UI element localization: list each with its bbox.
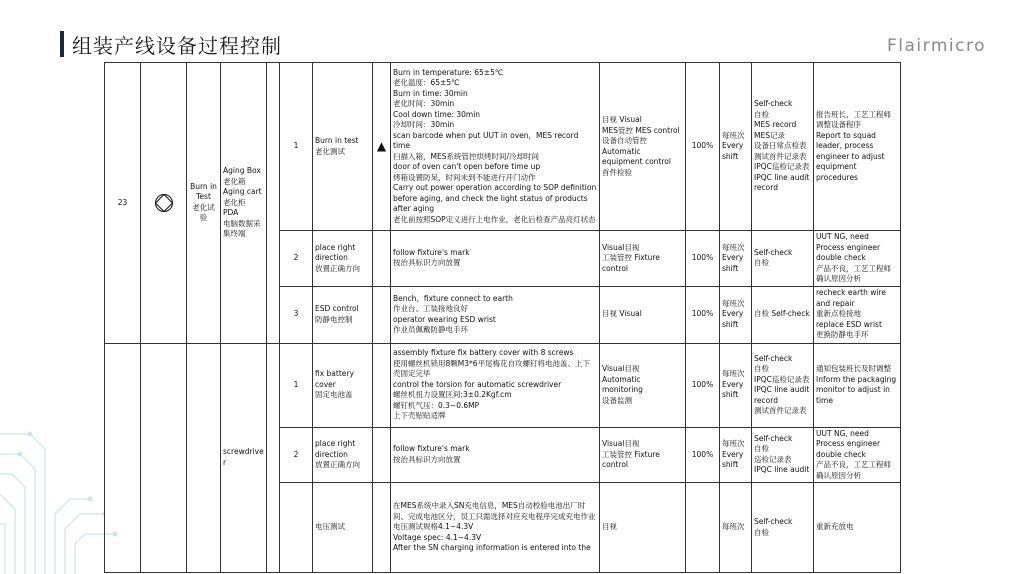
frequency: 每班次 Every shift bbox=[720, 286, 752, 343]
process-name: Burn in Test 老化试验 bbox=[187, 63, 221, 344]
reaction-plan: 通知包装班长及时调整 Inform the packaging monitor to adjust in time bbox=[814, 343, 901, 427]
reaction-plan: UUT NG, need Process engineer double check 产品不良，工艺工程师确认原因分析 bbox=[814, 427, 901, 483]
empty-cell bbox=[373, 231, 391, 287]
frequency: 每班次 Every shift bbox=[720, 427, 752, 483]
sample-rate: 100% bbox=[686, 343, 720, 427]
control-item: place right direction 放置正确方向 bbox=[313, 427, 373, 483]
empty-cell bbox=[373, 286, 391, 343]
control-item: 电压测试 bbox=[313, 483, 373, 573]
sample-rate bbox=[686, 483, 720, 573]
row-number bbox=[280, 483, 313, 573]
table-row bbox=[105, 63, 901, 231]
equipment-list: screwdrive r bbox=[221, 343, 267, 573]
circuit-decoration-icon bbox=[0, 394, 120, 574]
record-responsibility: Self-check 自检 bbox=[752, 231, 814, 287]
control-item: ESD control 防静电控制 bbox=[313, 286, 373, 343]
diamond-circle-icon bbox=[154, 193, 174, 213]
green-marker-column bbox=[267, 63, 280, 344]
control-item: place right direction 放置正确方向 bbox=[313, 231, 373, 287]
control-means: 目视 bbox=[600, 483, 686, 573]
table-row bbox=[105, 343, 901, 427]
empty-cell bbox=[141, 343, 187, 573]
control-method: follow fixture's mark 按治具标识方向放置 bbox=[391, 231, 600, 287]
control-means: Visual目视 工装管控 Fixture control bbox=[600, 427, 686, 483]
record-responsibility: Self-check 自检 IPQC巡检记录表 IPQC line audit record 测试首件记录表 bbox=[752, 343, 814, 427]
process-control-table bbox=[104, 62, 900, 553]
key-characteristic-triangle-icon: ▲ bbox=[373, 63, 391, 231]
equipment-list: Aging Box 老化箱 Aging cart 老化柜 PDA 电脑数据采 集终端 bbox=[221, 63, 267, 344]
control-method: assembly fixture fix battery cover with 8 screws 使用螺丝机锁用8颗M3*6平尾梅花自攻螺钉将电池盖、上下壳固定完毕 control the torsion for automatic screwdriver 螺丝机扭力设置区间:3±0.2Kgf.cm 螺钉机气压：0.3~0.6MP 上下壳贴贴适牌 bbox=[391, 343, 600, 427]
control-means: Visual目视 工装管控 Fixture control bbox=[600, 231, 686, 287]
sample-rate: 100% bbox=[686, 63, 720, 231]
control-means: 目视 Visual MES管控 MES control 设备自动管控 Automatic equipment control 首件检验 bbox=[600, 63, 686, 231]
row-number: 2 bbox=[280, 231, 313, 287]
row-number: 1 bbox=[280, 343, 313, 427]
empty-cell bbox=[105, 343, 141, 573]
control-method: Bench，fixture connect to earth 作业台、工装接地良好 operator wearing ESD wrist 作业员佩戴防静电手环 bbox=[391, 286, 600, 343]
record-responsibility: Self-check 自检 MES record MES记录 设备日常点检表 测试首件记录表 IPQC巡检记录表 IPQC line audit record bbox=[752, 63, 814, 231]
reaction-plan: 重新充放电 bbox=[814, 483, 901, 573]
reaction-plan: recheck earth wire and repair 重新点检接地 replace ESD wrist 更换防静电手环 bbox=[814, 286, 901, 343]
empty-cell bbox=[373, 343, 391, 427]
control-method: follow fixture's mark 按治具标识方向放置 bbox=[391, 427, 600, 483]
control-method: Burn in temperature: 65±5℃ 老化温度：65±5℃ Burn in time: 30min 老化时间：30min Cool down time: 30min 冷却时间：30min scan barcode when put UUT in oven，MES record time 扫描入箱，MES系统管控烘烤时间/冷却时间 door of oven can't open before time up 烤箱设置防呆，时间未到不能进行开门动作 Carry out power operation according to SOP definition before aging, and check the light status of products after aging 老化前按照SOP定义进行上电作业，老化后检查产品亮灯状态 bbox=[391, 63, 600, 231]
row-number: 2 bbox=[280, 427, 313, 483]
green-marker-column bbox=[267, 343, 280, 573]
sample-rate: 100% bbox=[686, 427, 720, 483]
brand-logo: Flairmicro bbox=[887, 36, 986, 56]
title-accent-bar bbox=[60, 31, 64, 57]
control-item: fix battery cover 固定电池盖 bbox=[313, 343, 373, 427]
row-number: 1 bbox=[280, 63, 313, 231]
empty-cell bbox=[373, 427, 391, 483]
reaction-plan: UUT NG, need Process engineer double check 产品不良，工艺工程师确认原因分析 bbox=[814, 231, 901, 287]
record-responsibility: 自检 Self-check bbox=[752, 286, 814, 343]
sample-rate: 100% bbox=[686, 231, 720, 287]
control-method: 在MES系统中录入SN充电信息，MES自动校验电池出厂时间、完成电池区分，员工只需选择对应充电程序完成充电作业 电压测试规格4.1~4.3V Voltage spec: 4.1~4.3V After the SN charging information is entered into the bbox=[391, 483, 600, 573]
frequency: 每班次 Every shift bbox=[720, 343, 752, 427]
control-means: Visual目视 Automatic monitoring 设备监测 bbox=[600, 343, 686, 427]
sample-rate: 100% bbox=[686, 286, 720, 343]
empty-cell bbox=[187, 343, 221, 573]
step-number: 23 bbox=[105, 63, 141, 344]
frequency: 每班次 bbox=[720, 483, 752, 573]
record-responsibility: Self-check 自检 巡检记录表 IPQC line audit bbox=[752, 427, 814, 483]
process-symbol bbox=[141, 63, 187, 344]
empty-cell bbox=[373, 483, 391, 573]
row-number: 3 bbox=[280, 286, 313, 343]
frequency: 每班次 Every shift bbox=[720, 63, 752, 231]
record-responsibility: Self-check 自检 bbox=[752, 483, 814, 573]
control-means: 目视 Visual bbox=[600, 286, 686, 343]
frequency: 每班次 Every shift bbox=[720, 231, 752, 287]
reaction-plan: 报告班长，工艺工程师调整设备程序 Report to squad leader, process engineer to adjust equipment procedures bbox=[814, 63, 901, 231]
control-item: Burn in test 老化测试 bbox=[313, 63, 373, 231]
page-title: 组装产线设备过程控制 bbox=[72, 34, 282, 58]
